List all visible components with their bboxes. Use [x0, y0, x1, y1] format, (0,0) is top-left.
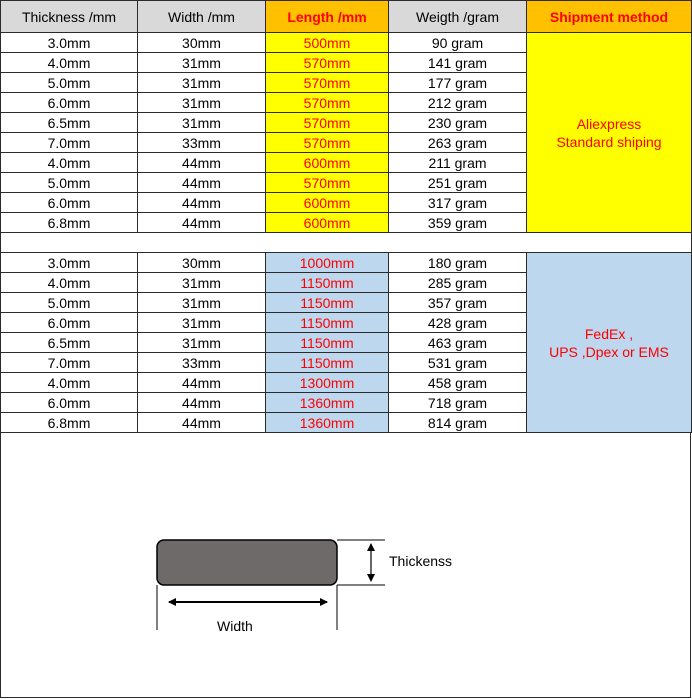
length-cell: 1150mm [266, 273, 389, 293]
length-cell: 600mm [266, 213, 389, 233]
length-cell: 1150mm [266, 313, 389, 333]
thickness-cell: 4.0mm [1, 273, 138, 293]
length-cell: 570mm [266, 113, 389, 133]
thickness-cell: 6.0mm [1, 93, 138, 113]
shipment-line: FedEx , [584, 325, 634, 342]
thickness-cell: 7.0mm [1, 133, 138, 153]
width-cell: 44mm [138, 393, 266, 413]
thickness-cell: 6.8mm [1, 213, 138, 233]
width-cell: 31mm [138, 273, 266, 293]
width-cell: 30mm [138, 33, 266, 53]
width-cell: 33mm [138, 133, 266, 153]
length-cell: 570mm [266, 173, 389, 193]
thickness-cell: 3.0mm [1, 253, 138, 273]
weight-cell: 317 gram [389, 193, 527, 213]
width-cell: 31mm [138, 293, 266, 313]
shipment-method-express [527, 253, 692, 433]
length-cell: 500mm [266, 33, 389, 53]
bar-cross-section [157, 540, 337, 585]
length-cell: 570mm [266, 133, 389, 153]
width-cell: 31mm [138, 313, 266, 333]
width-cell: 31mm [138, 73, 266, 93]
weight-cell: 285 gram [389, 273, 527, 293]
dimension-diagram [0, 432, 691, 698]
shipment-line: UPS ,Dpex or EMS [549, 343, 669, 360]
width-cell: 31mm [138, 93, 266, 113]
length-cell: 570mm [266, 73, 389, 93]
weight-cell: 90 gram [389, 33, 527, 53]
length-cell: 1360mm [266, 393, 389, 413]
weight-cell: 428 gram [389, 313, 527, 333]
thickness-cell: 4.0mm [1, 153, 138, 173]
thickness-cell: 3.0mm [1, 33, 138, 53]
width-cell: 44mm [138, 373, 266, 393]
width-label: Width [217, 618, 253, 634]
weight-cell: 814 gram [389, 413, 527, 433]
width-cell: 31mm [138, 333, 266, 353]
length-cell: 1300mm [266, 373, 389, 393]
weight-cell: 263 gram [389, 133, 527, 153]
thickness-cell: 6.0mm [1, 313, 138, 333]
shipment-method-aliexpress [527, 33, 692, 233]
thickness-cell: 6.0mm [1, 193, 138, 213]
length-cell: 1000mm [266, 253, 389, 273]
shipment-line: Aliexpress [576, 115, 642, 132]
thickness-cell: 6.5mm [1, 113, 138, 133]
table-row [1, 33, 692, 53]
length-cell: 570mm [266, 53, 389, 73]
thickness-cell: 5.0mm [1, 173, 138, 193]
width-cell: 44mm [138, 413, 266, 433]
length-cell: 1360mm [266, 413, 389, 433]
dimension-drawing [1, 432, 691, 697]
length-cell: 570mm [266, 93, 389, 113]
width-header: Width /mm [138, 1, 266, 33]
weight-cell: 177 gram [389, 73, 527, 93]
thickness-label: Thickenss [389, 553, 453, 569]
weight-cell: 463 gram [389, 333, 527, 353]
length-cell: 1150mm [266, 353, 389, 373]
length-header: Length /mm [266, 1, 389, 33]
length-cell: 1150mm [266, 293, 389, 313]
thickness-cell: 5.0mm [1, 293, 138, 313]
weight-cell: 230 gram [389, 113, 527, 133]
weight-cell: 718 gram [389, 393, 527, 413]
weight-cell: 531 gram [389, 353, 527, 373]
weight-cell: 211 gram [389, 153, 527, 173]
length-cell: 600mm [266, 153, 389, 173]
length-cell: 1150mm [266, 333, 389, 353]
width-cell: 44mm [138, 213, 266, 233]
weight-cell: 212 gram [389, 93, 527, 113]
weight-cell: 458 gram [389, 373, 527, 393]
shipment-header: Shipment method [527, 1, 692, 33]
length-cell: 600mm [266, 193, 389, 213]
thickness-header: Thickness /mm [1, 1, 138, 33]
thickness-cell: 6.5mm [1, 333, 138, 353]
weight-cell: 141 gram [389, 53, 527, 73]
width-cell: 31mm [138, 53, 266, 73]
header-row [1, 1, 692, 33]
thickness-cell: 4.0mm [1, 53, 138, 73]
table-row [1, 253, 692, 273]
shipment-line: Standard shiping [556, 133, 662, 150]
thickness-cell: 7.0mm [1, 353, 138, 373]
width-cell: 33mm [138, 353, 266, 373]
weight-cell: 359 gram [389, 213, 527, 233]
thickness-cell: 5.0mm [1, 73, 138, 93]
spacer-cell [1, 233, 692, 253]
width-cell: 44mm [138, 153, 266, 173]
weight-header: Weigth /gram [389, 1, 527, 33]
thickness-cell: 6.8mm [1, 413, 138, 433]
weight-cell: 357 gram [389, 293, 527, 313]
width-cell: 44mm [138, 193, 266, 213]
weight-cell: 251 gram [389, 173, 527, 193]
spacer-row [1, 233, 692, 253]
width-cell: 31mm [138, 113, 266, 133]
thickness-cell: 6.0mm [1, 393, 138, 413]
weight-cell: 180 gram [389, 253, 527, 273]
width-cell: 30mm [138, 253, 266, 273]
thickness-cell: 4.0mm [1, 373, 138, 393]
width-cell: 44mm [138, 173, 266, 193]
